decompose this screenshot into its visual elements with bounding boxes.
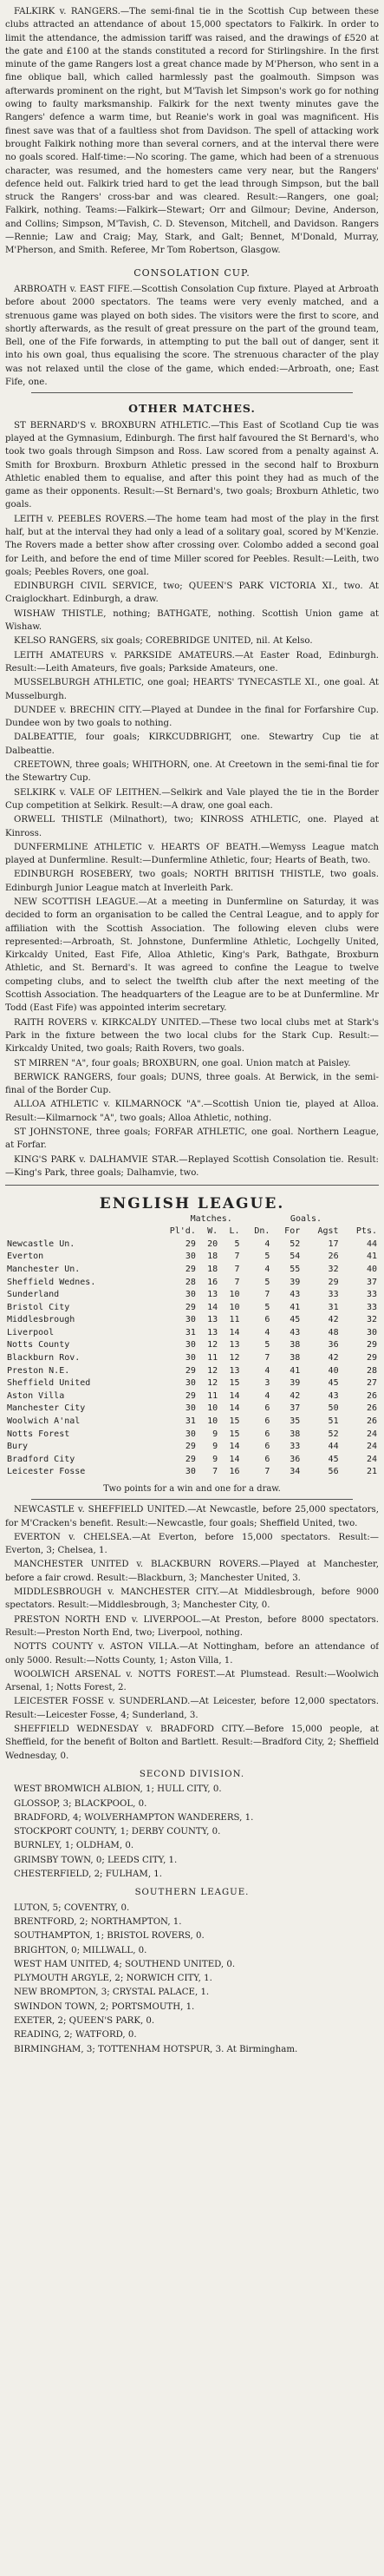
cell-played: 30: [185, 1353, 196, 1364]
cell-drawn: 7: [264, 1467, 270, 1477]
result-line: EXETER, 2; QUEEN'S PARK, 0.: [14, 2015, 155, 2026]
cell-played: 31: [185, 1416, 196, 1427]
cell-played: 30: [185, 1252, 196, 1262]
cell-against: 48: [328, 1327, 339, 1337]
result-line: LUTON, 5; COVENTRY, 0.: [14, 1902, 130, 1913]
result-line: CHESTERFIELD, 2; FULHAM, 1.: [14, 1870, 163, 1880]
match-report: WISHAW THISTLE, nothing; BATHGATE, nothing. Scottish Union game at Wishaw.: [5, 608, 379, 633]
league-report: MIDDLESBROUGH v. MANCHESTER CITY.—At Middlesbrough, before 9000 spectators. Result:—Middlesbrough, 3; Manchester City, 0.: [5, 1587, 379, 1611]
table-row: [5, 1403, 379, 1416]
cell-team: Aston Villa: [7, 1390, 65, 1401]
result-line: SWINDON TOWN, 2; PORTSMOUTH, 1.: [14, 2001, 195, 2012]
cell-against: 17: [328, 1239, 339, 1249]
group-header-matches: Matches.: [190, 1213, 232, 1224]
table-row: [5, 1302, 379, 1315]
cell-points: 44: [366, 1239, 377, 1249]
cell-lost: 12: [229, 1353, 240, 1364]
group-header-goals: Goals.: [290, 1213, 322, 1224]
match-report: ALLOA ATHLETIC v. KILMARNOCK "A".—Scottish Union tie, played at Alloa. Result:—Kilmarnock "A", two goals; Alloa Athletic, nothing.: [5, 1100, 379, 1123]
cell-for: 37: [290, 1403, 301, 1414]
cell-for: 42: [290, 1390, 301, 1401]
divider: [31, 1499, 353, 1500]
table-row: [5, 1429, 379, 1442]
cell-team: Leicester Fosse: [7, 1467, 86, 1477]
match-report: EDINBURGH CIVIL SERVICE, two; QUEEN'S PARK VICTORIA XI., two. At Craiglockhart. Edinburgh, a draw.: [5, 582, 379, 605]
cell-for: 45: [290, 1315, 301, 1325]
result-line: NEW BROMPTON, 3; CRYSTAL PALACE, 1.: [14, 1988, 210, 1998]
cell-against: 50: [328, 1403, 339, 1414]
table-row: [5, 1264, 379, 1277]
cell-won: 13: [207, 1315, 218, 1325]
match-report: RAITH ROVERS v. KIRKCALDY UNITED.—These two local clubs met at Stark's Park in the fixture between the two local clubs for the Stark Cup. Result:—Kirkcaldy United, two goals; Raith Rovers, two goals.: [5, 1017, 379, 1055]
table-row: [5, 1251, 379, 1264]
cell-played: 30: [185, 1290, 196, 1300]
divider: [5, 1185, 379, 1186]
cell-won: 12: [207, 1340, 218, 1350]
league-report: WOOLWICH ARSENAL v. NOTTS FOREST.—At Plumstead. Result:—Woolwich Arsenal, 1; Notts Forest, 2.: [5, 1669, 379, 1693]
match-report: ORWELL THISTLE (Milnathort), two; KINROSS ATHLETIC, one. Played at Kinross.: [5, 815, 379, 838]
cell-points: 28: [366, 1365, 377, 1376]
cell-team: Preston N.E.: [7, 1365, 70, 1376]
col-against: Agst: [317, 1226, 339, 1237]
news-item-new-scottish-league: NEW SCOTTISH LEAGUE.—At a meeting in Dunfermline on Saturday, it was decided to form an organisation to be called the Central League, and to apply for affiliation with the Scottish Association. The following eleven clubs were represented:—Arbroath, St. Johnstone, Dunfermline Athletic, Lochgelly United, Kirkcaldy United, East Fife, Alloa Athletic, King's Park, Bathgate, Broxburn Athletic, and St. Bernard's. It was agreed to confine the League to twelve competing clubs, and to select the twelfth club after the next meeting of the Scottish Association. The headquarters of the League are to be at Dunfermline. Mr Todd (East Fife) was appointed interim secretary.: [5, 897, 379, 1014]
match-report: BERWICK RANGERS, four goals; DUNS, three goals. At Berwick, in the semi-final of the Border Cup.: [5, 1072, 379, 1096]
newspaper-column: [5, 5, 379, 2566]
match-report: ST BERNARD'S v. BROXBURN ATHLETIC.—This East of Scotland Cup tie was played at the Gymnasium, Edinburgh. The first half favoured the St Bernard's, who took two goals through Simpson and Ross. Law scored from a penalty against A. Smith for Broxburn. Broxburn Athletic pressed in the second half to Broxburn Athletic enabled them to equalise, and after this point they had as much of the game as their opponents. Result:—St Bernard's, two goals; Broxburn Athletic, two goals.: [5, 420, 379, 510]
cell-drawn: 5: [264, 1340, 270, 1350]
cell-drawn: 6: [264, 1315, 270, 1325]
league-report: SHEFFIELD WEDNESDAY v. BRADFORD CITY.—Before 15,000 people, at Sheffield, for the benefit of Bolton and Bartlett. Result:—Bradford City, 2; Sheffield Wednesday, 0.: [5, 1725, 379, 1761]
cell-for: 55: [290, 1264, 301, 1274]
cell-drawn: 6: [264, 1403, 270, 1414]
cell-won: 12: [207, 1378, 218, 1389]
cell-team: Woolwich A'nal: [7, 1416, 81, 1427]
table-row: [5, 1365, 379, 1378]
result-line: BRENTFORD, 2; NORTHAMPTON, 1.: [14, 1916, 182, 1927]
cell-won: 12: [207, 1365, 218, 1376]
cell-team: Notts Forest: [7, 1429, 70, 1439]
result-line: READING, 2; WATFORD, 0.: [14, 2030, 137, 2040]
league-table-title: ENGLISH LEAGUE.: [99, 1195, 285, 1213]
cell-lost: 11: [229, 1315, 240, 1325]
cell-won: 20: [207, 1239, 218, 1249]
col-lost: L.: [229, 1226, 240, 1237]
cell-lost: 10: [229, 1290, 240, 1300]
league-report: NOTTS COUNTY v. ASTON VILLA.—At Nottingham, before an attendance of only 5000. Result:—Notts County, 1; Aston Villa, 1.: [5, 1642, 379, 1666]
cell-against: 52: [328, 1429, 339, 1439]
cell-lost: 15: [229, 1378, 240, 1389]
cell-won: 13: [207, 1290, 218, 1300]
league-table-group-header: [5, 1213, 379, 1226]
cell-team: Sheffield Wednes.: [7, 1277, 96, 1287]
league-report: NEWCASTLE v. SHEFFIELD UNITED.—At Newcastle, before 25,000 spectators, for M'Cracken's benefit. Result:—Newcastle, four goals; Sheffield United, two.: [5, 1505, 379, 1528]
cell-team: Middlesbrough: [7, 1315, 75, 1325]
cell-drawn: 5: [264, 1302, 270, 1312]
cell-team: Sunderland: [7, 1290, 60, 1300]
cell-played: 29: [185, 1454, 196, 1464]
cell-for: 38: [290, 1340, 301, 1350]
cell-drawn: 4: [264, 1365, 270, 1376]
cell-against: 56: [328, 1467, 339, 1477]
cell-points: 29: [366, 1353, 377, 1364]
table-row: [5, 1454, 379, 1467]
cell-points: 26: [366, 1390, 377, 1401]
cell-lost: 14: [229, 1327, 240, 1337]
cell-lost: 15: [229, 1429, 240, 1439]
cell-won: 9: [212, 1454, 218, 1464]
match-report: ST MIRREN "A", four goals; BROXBURN, one goal. Union match at Paisley.: [14, 1058, 351, 1068]
cell-played: 29: [185, 1239, 196, 1249]
cell-drawn: 6: [264, 1429, 270, 1439]
cell-won: 18: [207, 1264, 218, 1274]
result-line: SOUTHAMPTON, 1; BRISTOL ROVERS, 0.: [14, 1931, 205, 1942]
cell-against: 45: [328, 1378, 339, 1389]
cell-drawn: 6: [264, 1416, 270, 1427]
cell-for: 39: [290, 1378, 301, 1389]
result-line: BIRMINGHAM, 3; TOTTENHAM HOTSPUR, 3. At Birmingham.: [14, 2044, 298, 2054]
col-drawn: Dn.: [254, 1226, 270, 1237]
cell-lost: 13: [229, 1340, 240, 1350]
cell-points: 40: [366, 1264, 377, 1274]
cell-against: 29: [328, 1277, 339, 1287]
cell-for: 54: [290, 1252, 301, 1262]
cell-played: 29: [185, 1264, 196, 1274]
table-row: [5, 1377, 379, 1390]
cell-points: 33: [366, 1290, 377, 1300]
cell-against: 51: [328, 1416, 339, 1427]
cell-lost: 15: [229, 1416, 240, 1427]
cell-drawn: 6: [264, 1454, 270, 1464]
result-line: WEST HAM UNITED, 4; SOUTHEND UNITED, 0.: [14, 1959, 236, 1969]
match-report: DUNDEE v. BRECHIN CITY.—Played at Dundee in the final for Forfarshire Cup. Dundee won by two goals to nothing.: [5, 705, 379, 729]
cell-against: 42: [328, 1315, 339, 1325]
cell-won: 10: [207, 1416, 218, 1427]
cell-points: 21: [366, 1467, 377, 1477]
match-report-falkirk-rangers: FALKIRK v. RANGERS.—The semi-final tie in the Scottish Cup between these clubs attracted an attendance of about 15,000 spectators to Falkirk. In order to limit the attendance, the admission tariff was raised, and the drawings of £520 at the gate and £100 at the stands constituted a record for Stirlingshire. In the first minute of the game Rangers lost a great chance made by M'Pherson, who sent in a fine oblique ball, which called harmlessly past the goalmouth. Simpson was afterwards prominent on the right, but M'Tavish let Simpson's work go for nothing owing to faulty marksmanship. Falkirk for the next twenty minutes gave the Rangers' defence a warm time, but Reanie's work in goal was magnificent. His finest save was that of a faultless shot from Davidson. The spell of attacking work brought Falkirk nothing more than several corners, and at the interval there were no goals scored. Half-time:—No scoring. The game, which had been of a strenuous character, was resumed, and the homesters came very near, but the Rangers' defence held out. Falkirk tried hard to get the lead through Simpson, but the ball struck the Rangers' cross-bar and was cleared. Result:—Rangers, one goal; Falkirk, nothing. Teams:—Falkirk—Stewart; Orr and Gilmour; Devine, Anderson, and Collins; Simpson, M'Tavish, C. D. Stevenson, Mitchell, and Davidson. Rangers—Rennie; Law and Craig; May, Stark, and Galt; Bennet, M'Donald, Murray, M'Pherson, and Smith. Referee, Mr Tom Robertson, Glasgow.: [5, 7, 379, 256]
second-division-results: [5, 1783, 379, 1881]
league-table-caption: Two points for a win and one for a draw.: [103, 1484, 281, 1494]
cell-drawn: 4: [264, 1264, 270, 1274]
cell-for: 36: [290, 1454, 301, 1464]
second-division-title: SECOND DIVISION.: [139, 1769, 245, 1779]
cell-points: 30: [366, 1327, 377, 1337]
table-row: [5, 1314, 379, 1327]
cell-for: 41: [290, 1365, 301, 1376]
cell-for: 52: [290, 1239, 301, 1249]
cell-won: 9: [212, 1442, 218, 1452]
cell-played: 29: [185, 1365, 196, 1376]
cell-points: 32: [366, 1315, 377, 1325]
league-report: LEICESTER FOSSE v. SUNDERLAND.—At Leicester, before 12,000 spectators. Result:—Leicester Fosse, 4; Sunderland, 3.: [5, 1697, 379, 1720]
col-points: Pts.: [355, 1226, 377, 1237]
cell-played: 31: [185, 1327, 196, 1337]
cell-played: 28: [185, 1277, 196, 1287]
cell-team: Bristol City: [7, 1302, 70, 1312]
table-row: [5, 1239, 379, 1252]
cell-won: 16: [207, 1277, 218, 1287]
cell-lost: 7: [234, 1264, 240, 1274]
cell-against: 33: [328, 1290, 339, 1300]
league-report: EVERTON v. CHELSEA.—At Everton, before 15,000 spectators. Result:—Everton, 3; Chelsea, 1.: [5, 1532, 379, 1556]
match-report: CREETOWN, three goals; WHITHORN, one. At Creetown in the semi-final tie for the Stewartry Cup.: [5, 760, 379, 784]
match-report: SELKIRK v. VALE OF LEITHEN.—Selkirk and Vale played the tie in the Border Cup competition at Selkirk. Result:—A draw, one goal each.: [5, 787, 379, 811]
cell-drawn: 7: [264, 1353, 270, 1364]
cell-lost: 5: [234, 1239, 240, 1249]
cell-played: 29: [185, 1390, 196, 1401]
league-report: PRESTON NORTH END v. LIVERPOOL.—At Preston, before 8000 spectators. Result:—Preston North End, two; Liverpool, nothing.: [5, 1614, 379, 1638]
result-line: GLOSSOP, 3; BLACKPOOL, 0.: [14, 1798, 147, 1809]
match-report: LEITH v. PEEBLES ROVERS.—The home team had most of the play in the first half, but at the interval they had only a lead of a solitary goal, scored by M'Kenzie. The Rovers made a better show after crossing over. Colombo added a second goal for Leith, and before the end of time Miller scored for Peebles. Result:—Leith, two goals; Peebles Rovers, one goal.: [5, 514, 379, 577]
cell-team: Manchester City: [7, 1403, 86, 1414]
league-table: [5, 1213, 379, 1479]
cell-drawn: 4: [264, 1239, 270, 1249]
cell-lost: 14: [229, 1454, 240, 1464]
cell-drawn: 4: [264, 1327, 270, 1337]
cell-drawn: 5: [264, 1252, 270, 1262]
table-row: [5, 1390, 379, 1403]
cell-lost: 14: [229, 1390, 240, 1401]
table-row: [5, 1352, 379, 1365]
cell-against: 31: [328, 1302, 339, 1312]
cell-won: 7: [212, 1467, 218, 1477]
cell-drawn: 4: [264, 1390, 270, 1401]
cell-won: 10: [207, 1403, 218, 1414]
cell-team: Blackburn Rov.: [7, 1353, 81, 1364]
match-report: KELSO RANGERS, six goals; COREBRIDGE UNITED, nil. At Kelso.: [14, 636, 313, 647]
section-title: OTHER MATCHES.: [128, 402, 256, 416]
cell-points: 37: [366, 1277, 377, 1287]
cell-played: 29: [185, 1442, 196, 1452]
cell-points: 27: [366, 1378, 377, 1389]
cell-points: 41: [366, 1252, 377, 1262]
table-row: [5, 1339, 379, 1352]
table-row: [5, 1466, 379, 1479]
cell-played: 30: [185, 1378, 196, 1389]
cell-team: Bury: [7, 1442, 29, 1452]
cell-points: 24: [366, 1429, 377, 1439]
cell-lost: 13: [229, 1365, 240, 1376]
cell-lost: 16: [229, 1467, 240, 1477]
cell-drawn: 7: [264, 1290, 270, 1300]
section-heading-consolation-cup: [5, 266, 379, 279]
cell-points: 26: [366, 1403, 377, 1414]
table-row: [5, 1441, 379, 1454]
match-report: MUSSELBURGH ATHLETIC, one goal; HEARTS' TYNECASTLE XI., one goal. At Musselburgh.: [5, 678, 379, 701]
cell-for: 38: [290, 1353, 301, 1364]
result-line: BRIGHTON, 0; MILLWALL, 0.: [14, 1945, 147, 1955]
cell-for: 35: [290, 1416, 301, 1427]
southern-league-results: [5, 1902, 379, 2056]
result-line: PLYMOUTH ARGYLE, 2; NORWICH CITY, 1.: [14, 1974, 212, 1984]
cell-lost: 10: [229, 1302, 240, 1312]
col-played: Pl'd.: [169, 1226, 196, 1237]
match-report: KING'S PARK v. DALHAMVIE STAR.—Replayed Scottish Consolation tie. Result:—King's Park, three goals; Dalhamvie, two.: [5, 1154, 379, 1178]
match-report-arbroath-east-fife: ARBROATH v. EAST FIFE.—Scottish Consolation Cup fixture. Played at Arbroath before about 2000 spectators. The teams were very evenly matched, and a strenuous game was played on both sides. The visitors were the first to score, and shortly afterwards, as the result of great pressure on the part of the ground team, Bell, one of the Fife forwards, in attempting to put the ball out of danger, sent it into his own goal, thus equalising the score. The strenuous character of the play was not relaxed until the close of the game, which ended:—Arbroath, one; East Fife, one.: [5, 284, 379, 388]
match-report: EDINBURGH ROSEBERY, two goals; NORTH BRITISH THISTLE, two goals. Edinburgh Junior League match at Inverleith Park.: [5, 870, 379, 893]
col-won: W.: [207, 1226, 218, 1237]
cell-against: 36: [328, 1340, 339, 1350]
cell-played: 30: [185, 1403, 196, 1414]
cell-points: 24: [366, 1454, 377, 1464]
cell-team: Liverpool: [7, 1327, 55, 1337]
match-report: DUNFERMLINE ATHLETIC v. HEARTS OF BEATH.—Wemyss League match played at Dunfermline. Result:—Dunfermline Athletic, four; Hearts of Beath, two.: [5, 842, 379, 866]
cell-drawn: 5: [264, 1277, 270, 1287]
cell-for: 41: [290, 1302, 301, 1312]
match-report: LEITH AMATEURS v. PARKSIDE AMATEURS.—At Easter Road, Edinburgh. Result:—Leith Amateurs, five goals; Parkside Amateurs, one.: [5, 650, 379, 674]
table-row: [5, 1416, 379, 1429]
result-line: GRIMSBY TOWN, 0; LEEDS CITY, 1.: [14, 1855, 178, 1865]
cell-won: 11: [207, 1353, 218, 1364]
table-row: [5, 1289, 379, 1302]
divider: [31, 392, 353, 393]
cell-played: 29: [185, 1302, 196, 1312]
cell-against: 32: [328, 1264, 339, 1274]
cell-lost: 14: [229, 1442, 240, 1452]
col-for: For: [284, 1226, 301, 1237]
section-title: CONSOLATION CUP.: [133, 266, 251, 279]
cell-points: 24: [366, 1442, 377, 1452]
cell-points: 26: [366, 1416, 377, 1427]
cell-won: 18: [207, 1252, 218, 1262]
cell-for: 43: [290, 1327, 301, 1337]
result-line: BRADFORD, 4; WOLVERHAMPTON WANDERERS, 1.: [14, 1812, 254, 1823]
cell-team: Bradford City: [7, 1454, 75, 1464]
cell-drawn: 3: [264, 1378, 270, 1389]
cell-points: 33: [366, 1302, 377, 1312]
cell-team: Sheffield United: [7, 1378, 91, 1389]
cell-points: 29: [366, 1340, 377, 1350]
cell-against: 26: [328, 1252, 339, 1262]
cell-drawn: 6: [264, 1442, 270, 1452]
southern-league-title: SOUTHERN LEAGUE.: [134, 1888, 250, 1898]
cell-for: 38: [290, 1429, 301, 1439]
cell-team: Everton: [7, 1252, 44, 1262]
cell-lost: 14: [229, 1403, 240, 1414]
result-line: BURNLEY, 1; OLDHAM, 0.: [14, 1841, 134, 1851]
cell-played: 30: [185, 1340, 196, 1350]
cell-won: 11: [207, 1390, 218, 1401]
cell-against: 43: [328, 1390, 339, 1401]
cell-team: Manchester Un.: [7, 1264, 81, 1274]
table-row: [5, 1327, 379, 1340]
result-line: STOCKPORT COUNTY, 1; DERBY COUNTY, 0.: [14, 1827, 221, 1837]
cell-lost: 7: [234, 1277, 240, 1287]
cell-for: 33: [290, 1442, 301, 1452]
table-row: [5, 1277, 379, 1290]
match-report: ST JOHNSTONE, three goals; FORFAR ATHLETIC, one goal. Northern League, at Forfar.: [5, 1127, 379, 1151]
cell-played: 30: [185, 1315, 196, 1325]
cell-played: 30: [185, 1429, 196, 1439]
cell-won: 9: [212, 1429, 218, 1439]
cell-team: Notts County: [7, 1340, 70, 1350]
cell-for: 39: [290, 1277, 301, 1287]
cell-lost: 7: [234, 1252, 240, 1262]
result-line: WEST BROMWICH ALBION, 1; HULL CITY, 0.: [14, 1784, 222, 1795]
match-report: DALBEATTIE, four goals; KIRKCUDBRIGHT, one. Stewartry Cup tie at Dalbeattie.: [5, 733, 379, 756]
cell-won: 14: [207, 1302, 218, 1312]
cell-team: Newcastle Un.: [7, 1239, 75, 1249]
cell-against: 42: [328, 1353, 339, 1364]
cell-won: 13: [207, 1327, 218, 1337]
league-table-header: [5, 1226, 379, 1239]
cell-against: 40: [328, 1365, 339, 1376]
section-heading-other-matches: [5, 402, 379, 415]
cell-against: 44: [328, 1442, 339, 1452]
cell-for: 43: [290, 1290, 301, 1300]
cell-against: 45: [328, 1454, 339, 1464]
league-report: MANCHESTER UNITED v. BLACKBURN ROVERS.—Played at Manchester, before a fair crowd. Result:—Blackburn, 3; Manchester United, 3.: [5, 1560, 379, 1583]
cell-for: 34: [290, 1467, 301, 1477]
cell-played: 30: [185, 1467, 196, 1477]
